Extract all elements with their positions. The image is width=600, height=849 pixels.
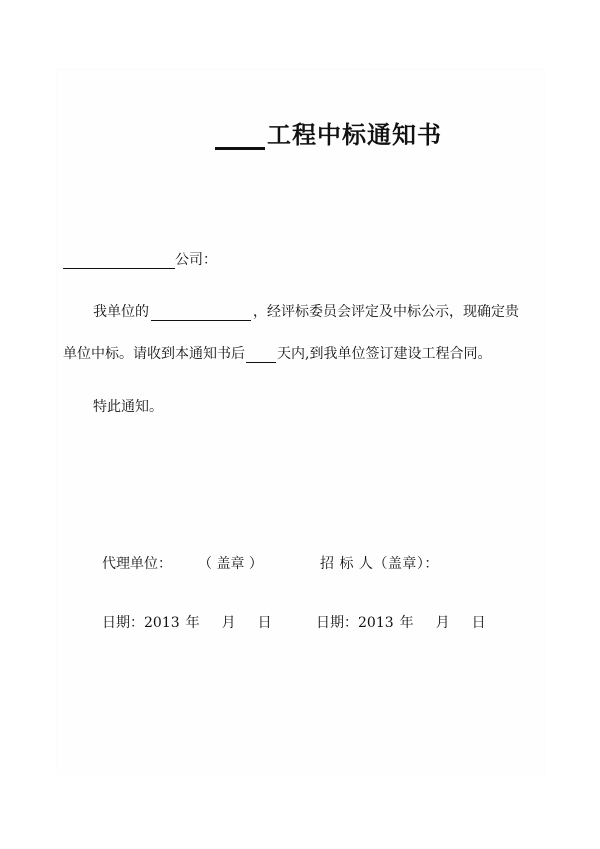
document-page xyxy=(57,70,544,775)
salutation-line xyxy=(63,249,217,269)
paragraph-1-suffix: ，经评标委员会评定及中标公示，现确定贵 xyxy=(253,304,519,320)
agent-seal: （ 盖章 ） xyxy=(198,556,263,572)
company-name-blank xyxy=(63,254,175,269)
date-left-year: 年 xyxy=(185,615,200,631)
salutation-suffix: 公司： xyxy=(175,252,217,268)
paragraph-1 xyxy=(93,301,519,321)
date-right-year: 年 xyxy=(399,615,414,631)
project-name-blank xyxy=(151,306,251,321)
date-right xyxy=(316,612,486,632)
title-text: 工程中标通知书 xyxy=(267,121,442,149)
date-left-label: 日期：2013 xyxy=(102,615,180,631)
date-right-month: 月 xyxy=(435,615,450,631)
document-title xyxy=(215,115,442,150)
date-left xyxy=(102,612,272,632)
paragraph-2-suffix: 天内,到我单位签订建设工程合同。 xyxy=(277,346,492,362)
title-blank-line xyxy=(215,123,265,150)
date-left-month: 月 xyxy=(221,615,236,631)
agent-label: 代理单位： xyxy=(102,556,172,572)
date-left-day: 日 xyxy=(257,615,272,631)
closing-text: 特此通知。 xyxy=(93,399,163,415)
paragraph-2-prefix: 单位中标。请收到本通知书后 xyxy=(63,346,245,362)
paragraph-1-prefix: 我单位的 xyxy=(93,304,149,320)
date-right-day: 日 xyxy=(471,615,486,631)
days-blank xyxy=(246,348,276,363)
bidder-label: 招 标 人（盖章）： xyxy=(320,556,439,572)
date-right-label: 日期：2013 xyxy=(316,615,394,631)
paragraph-2 xyxy=(63,343,491,363)
